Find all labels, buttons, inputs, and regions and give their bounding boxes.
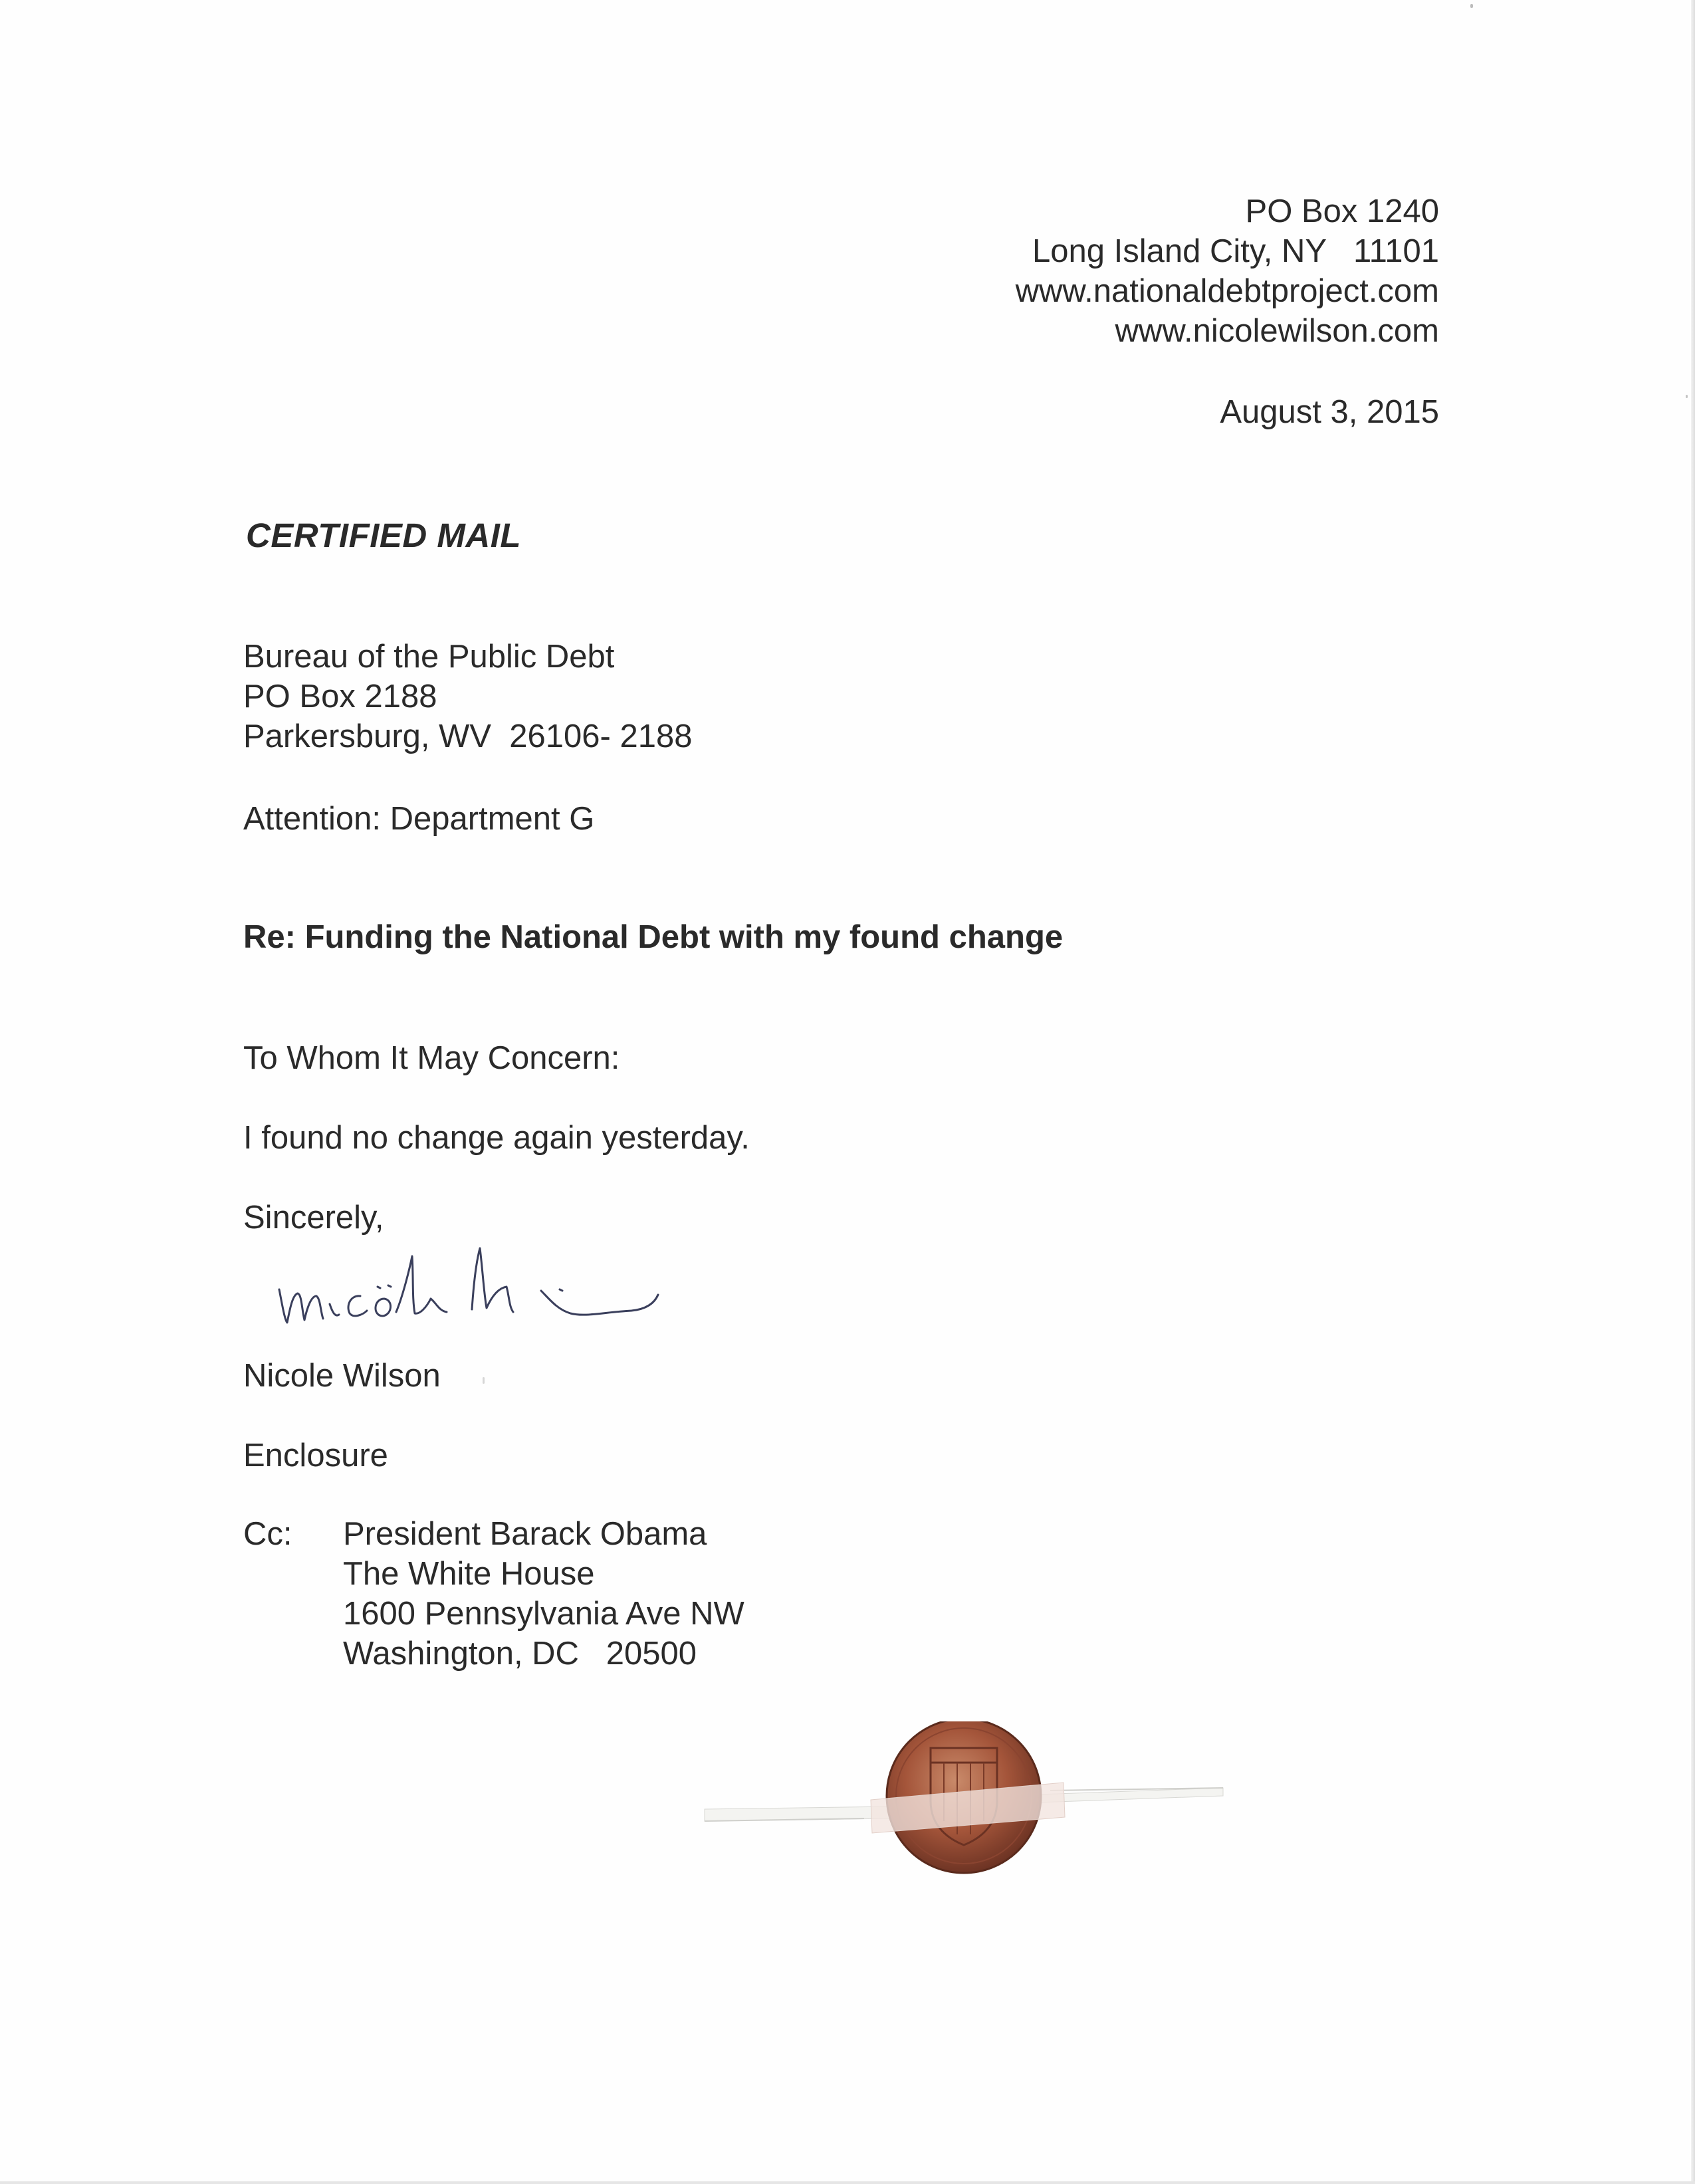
sender-website-2: www.nicolewilson.com <box>1115 313 1439 349</box>
recipient-address-block <box>243 637 692 756</box>
letter-date: August 3, 2015 <box>1220 394 1439 430</box>
recipient-address-line2: Parkersburg, WV 26106- 2188 <box>243 718 693 754</box>
handwritten-signature-icon <box>273 1230 685 1336</box>
cc-address-block <box>343 1514 744 1674</box>
signer-name: Nicole Wilson <box>243 1358 441 1394</box>
scan-speck <box>483 1377 485 1384</box>
sender-address-line1: PO Box 1240 <box>1245 193 1439 229</box>
sender-address-line2: Long Island City, NY 11101 <box>1032 233 1439 269</box>
cc-line4: Washington, DC 20500 <box>343 1636 697 1672</box>
paper-edge-shadow <box>1691 0 1695 2184</box>
cc-line2: The White House <box>343 1556 595 1592</box>
sender-address-block <box>1016 191 1439 351</box>
cc-line3: 1600 Pennsylvania Ave NW <box>343 1596 744 1632</box>
scan-speck <box>1470 4 1473 8</box>
recipient-name: Bureau of the Public Debt <box>243 639 615 675</box>
taped-penny-icon <box>691 1721 1236 1894</box>
subject-line: Re: Funding the National Debt with my found change <box>243 919 1064 955</box>
attention-line: Attention: Department G <box>243 801 595 837</box>
delivery-method-heading: CERTIFIED MAIL <box>246 516 522 554</box>
scan-speck <box>1686 395 1688 398</box>
enclosure-label: Enclosure <box>243 1438 388 1474</box>
cc-line1: President Barack Obama <box>343 1516 707 1552</box>
paper-bottom-edge <box>0 2181 1695 2184</box>
closing: Sincerely, <box>243 1200 384 1236</box>
recipient-address-line1: PO Box 2188 <box>243 679 437 714</box>
letter-body: I found no change again yesterday. <box>243 1120 750 1156</box>
sender-website-1: www.nationaldebtproject.com <box>1015 273 1439 309</box>
cc-label: Cc: <box>243 1516 292 1552</box>
salutation: To Whom It May Concern: <box>243 1040 620 1076</box>
